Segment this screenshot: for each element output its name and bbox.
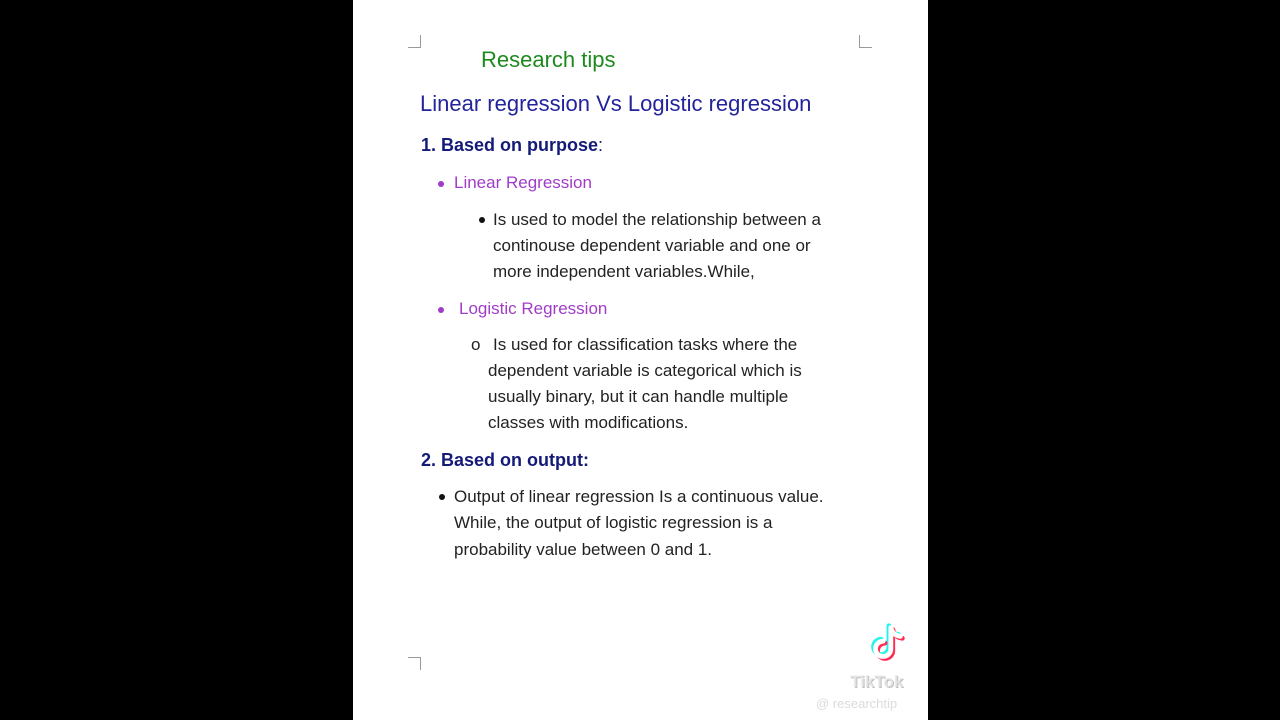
research-tips-title: Research tips [481, 47, 616, 72]
tiktok-logo-icon [864, 622, 910, 668]
logistic-desc-line: Is used for classification tasks where the [493, 335, 798, 354]
section-2-heading: 2. Based on output: [421, 450, 589, 470]
section-1-heading-text: 1. Based on purpose [421, 135, 599, 155]
crop-mark-top-right [859, 35, 872, 48]
linear-desc-line: Is used to model the relationship between a [493, 210, 821, 229]
logistic-desc-line: dependent variable is categorical which is [488, 361, 802, 380]
section-1-heading [421, 135, 603, 156]
logistic-desc-line: classes with modifications. [488, 413, 689, 432]
bullet-dot-icon [438, 181, 444, 187]
section-1-heading-colon: : [598, 135, 604, 155]
linear-desc-line: continouse dependent variable and one or [493, 236, 811, 255]
tiktok-brand-label: TikTok [850, 672, 904, 691]
linear-regression-label: Linear Regression [454, 173, 592, 192]
bullet-dot-icon [479, 217, 485, 223]
bullet-dot-icon [439, 494, 445, 500]
linear-desc-line: more independent variables.While, [493, 262, 755, 281]
logistic-desc-line: usually binary, but it can handle multiple [488, 387, 789, 406]
tiktok-handle-label: @ researchtip [816, 696, 898, 711]
output-desc-line: Output of linear regression Is a continuous value. [454, 487, 824, 506]
output-desc-line: While, the output of logistic regression is a [454, 513, 773, 532]
document-page [353, 0, 928, 720]
logistic-regression-label: Logistic Regression [459, 299, 608, 318]
crop-mark-bottom-left [408, 657, 421, 670]
tiktok-watermark [816, 622, 928, 720]
page-title: Linear regression Vs Logistic regression [420, 91, 812, 116]
bullet-dot-icon [438, 307, 444, 313]
output-desc-line: probability value between 0 and 1. [454, 540, 713, 559]
crop-mark-top-left [408, 35, 421, 48]
circle-bullet-icon: o [471, 335, 481, 354]
